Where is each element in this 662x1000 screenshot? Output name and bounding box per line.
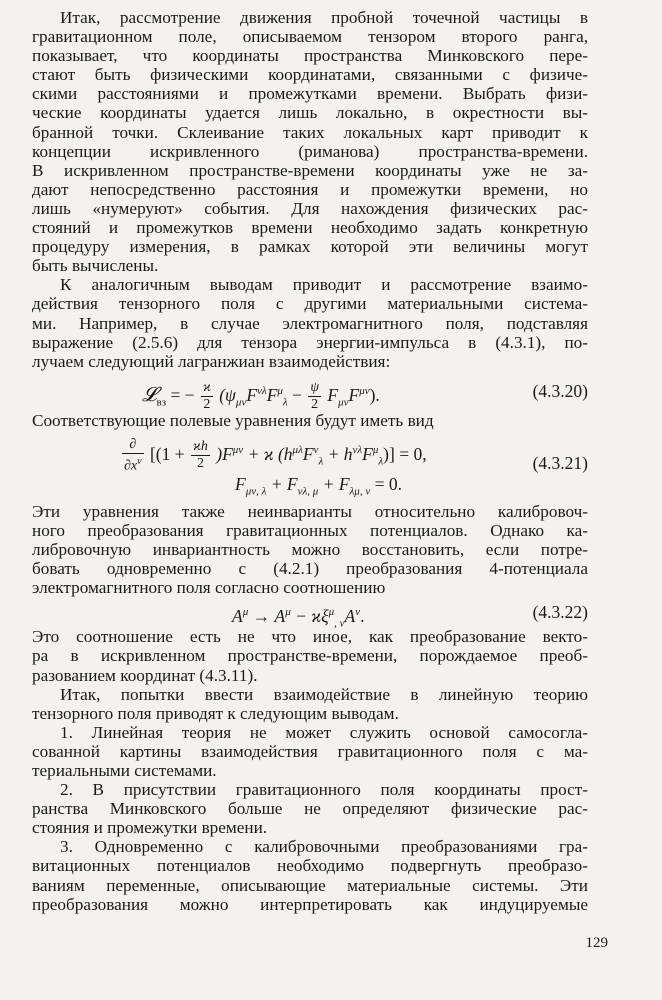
text-line: лишь «нумеруют» события. Для нахождения физических рас- — [32, 198, 588, 218]
equation-line-2: $F_{\mu\nu, \lambda} + F_{\nu\lambda, \mu} + F_{\lambda\mu, \nu} = 0$. — [235, 473, 402, 498]
text-line: териальными системами. — [32, 761, 217, 780]
text-line: В искривленном пространстве-времени координаты уже не за- — [32, 160, 588, 180]
text-line: разованием координат (4.3.11). — [32, 665, 258, 685]
text-line: дают непосредственно расстояния и промежутки времени, но — [32, 179, 588, 199]
text-line: показывает, что координаты пространства Минковского пере- — [32, 46, 588, 66]
page-number: 129 — [585, 935, 608, 951]
text-line: ра в искривленном пространстве-времени, порождаемое преоб- — [32, 646, 588, 666]
equation-4-3-22 — [32, 597, 588, 630]
text-line: бранной точки. Склеивание таких локальных карт приводит к — [32, 122, 588, 142]
text-line: сованной картины взаимодействия гравитационного поля с ма- — [32, 741, 588, 761]
equation-number: (4.3.22) — [532, 602, 588, 623]
text-line: ми. Например, в случае электромагнитного поля, подставляя — [32, 313, 588, 333]
equation-number: (4.3.21) — [532, 452, 588, 473]
text-line: либровочную инвариантность можно восстановить, если потре- — [32, 540, 588, 560]
text-line: К аналогичным выводам приводит и рассмотрение взаимо- — [60, 275, 588, 295]
text-line: стают быть физическими координатами, связанными с физиче- — [32, 65, 588, 85]
list-item-3 — [32, 837, 588, 913]
text-line: 2. В присутствии гравитационного поля координаты прост- — [60, 780, 588, 800]
fraction: $\frac{\partial}{\partial x^\nu}$ — [124, 436, 142, 474]
text-line: ного преобразования гравитационных потенциалов. Однако ка- — [32, 520, 588, 540]
text-line: витационных потенциалов необходимо подвергнуть преобразо- — [32, 856, 588, 876]
text-line: быть вычислены. — [32, 256, 159, 276]
paragraph-2 — [32, 275, 588, 370]
text-line: гравитационном поле, описываемом тензором второго ранга, — [32, 27, 588, 47]
list-item-1 — [32, 723, 588, 780]
text-line: скими расстояниями и промежутками времени. Выбрать физи- — [32, 84, 588, 104]
text-line: Соответствующие полевые уравнения будут иметь вид — [32, 410, 434, 430]
equation-line-1: $\frac{\partial}{\partial x^\nu}$ [(1 + $\frac{ϰh}{2}$ )$F^{\mu\nu} + ϰ$ $(h^{\mu\lambda}F^\nu_\lambda + h^{\nu\lambda}F^\mu_\lambda)] = 0$, — [124, 436, 427, 474]
text-line: тензорного поля приводят к следующим выводам. — [32, 703, 399, 723]
text-line: лучаем следующий лагранжиан взаимодействия: — [32, 351, 391, 371]
equation-body: $A^\mu \to A^\mu - ϰ\xi^\mu_{, \nu}A^\nu$. — [232, 606, 365, 630]
text-line: Итак, попытки ввести взаимодействие в линейную теорию — [60, 684, 588, 704]
equation-number: (4.3.20) — [532, 380, 588, 401]
text-line: стояний и промежутков времени необходимо задать конкретную — [32, 218, 588, 238]
text-line: электромагнитного поля согласно соотношению — [32, 578, 386, 598]
paragraph-5 — [32, 685, 588, 723]
text-line: преобразования можно интерпретировать как индуцируемые — [32, 894, 588, 914]
text-line: действия тензорного поля с другими материальными системa- — [32, 294, 588, 314]
text-line: 1. Линейная теория не может служить основой самосогла- — [60, 722, 588, 742]
equation-4-3-20 — [32, 371, 588, 411]
text-line: 3. Одновременно с калибровочными преобразованиями гра- — [60, 837, 588, 857]
text-line: стояния и промежутки времени. — [32, 818, 268, 838]
equation-4-3-21 — [32, 430, 588, 502]
text-line: Итак, рассмотрение движения пробной точечной частицы в — [60, 8, 588, 27]
fraction: $\frac{ϰ}{2}$ — [202, 380, 211, 413]
text-line: Это соотношение есть не что иное, как преобразование векто- — [32, 627, 588, 647]
text-line: ранства Минковского больше не определяют физические рас- — [32, 799, 588, 819]
equation-body: 𝓛$_{вз}$ = − $\frac{ϰ}{2}$ ($\psi_{\mu\nu}F^{\nu\lambda}F^\mu_\lambda$ − $\frac{\psi}{2}$ $F_{\mu\nu}F^{\mu\nu}$). — [142, 380, 380, 413]
text-line: ческие координаты удается лишь локально, в окрестности вы- — [32, 103, 588, 123]
list-item-2 — [32, 780, 588, 837]
fraction: $\frac{ϰh}{2}$ — [193, 439, 208, 472]
paragraph-1 — [32, 8, 588, 275]
text-line: Эти уравнения также неинварианты относительно калибровоч- — [32, 501, 588, 521]
text-line: ваниям переменные, описывающие материальные системы. Эти — [32, 875, 588, 895]
page-text — [32, 8, 588, 914]
text-line: бовать одновременно с (4.2.1) преобразования 4-потенциала — [32, 559, 588, 579]
fraction: $\frac{\psi}{2}$ — [310, 380, 320, 413]
text-line: процедуру измерения, в рамках которой эти величины могут — [32, 237, 588, 257]
text-line: выражение (2.5.6) для тензора энергии-импульса в (4.3.1), по- — [32, 332, 588, 352]
text-line: концепции искривленного (риманова) пространства-времени. — [32, 141, 588, 161]
paragraph-3 — [32, 502, 588, 597]
